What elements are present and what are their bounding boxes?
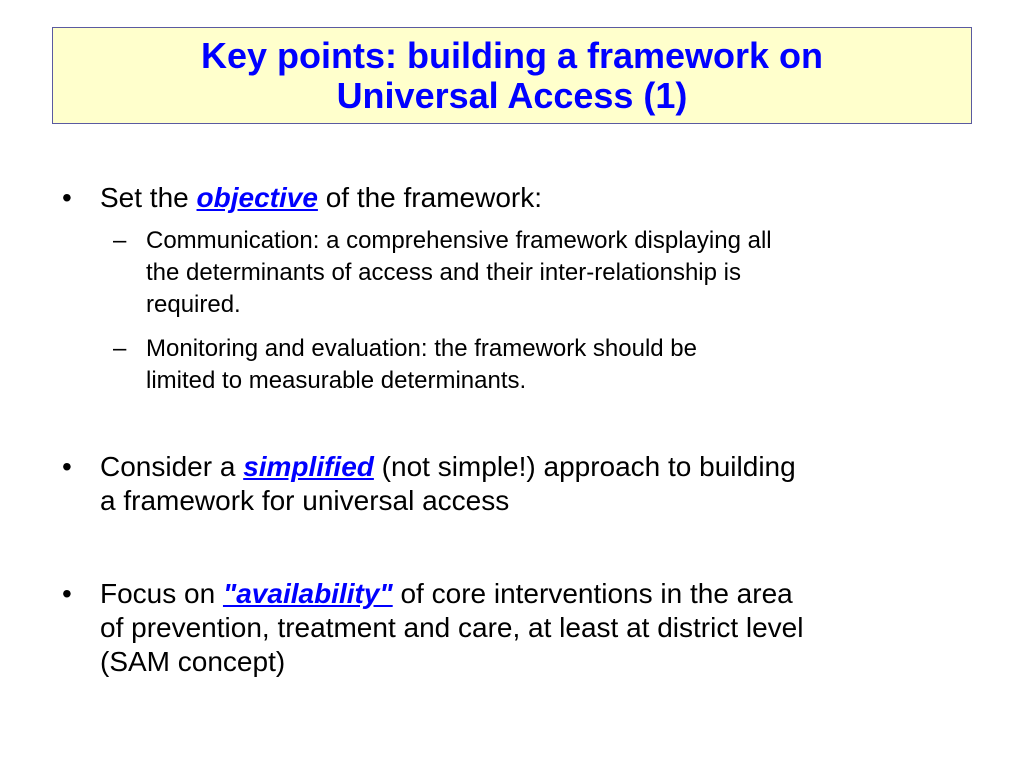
- bullet-suffix: (not simple!) approach to building: [381, 451, 796, 482]
- sub-item-line: Communication: a comprehensive framework displaying all: [146, 227, 772, 254]
- sub-item-line: Monitoring and evaluation: the framework should be: [146, 335, 697, 362]
- sub-item-line: required.: [146, 291, 241, 318]
- sub-item-monitoring: [146, 333, 697, 397]
- bullet-line: [100, 577, 803, 611]
- bullet-simplified: [100, 450, 796, 518]
- keyword-objective: objective: [196, 182, 318, 213]
- bullet-line: [100, 450, 796, 484]
- bullet-prefix: Consider a: [100, 451, 236, 482]
- bullet-line: (SAM concept): [100, 646, 286, 677]
- bullet-suffix: of core interventions in the area: [400, 578, 793, 609]
- bullet-marker: •: [62, 182, 72, 213]
- bullet-line: of prevention, treatment and care, at least at district level: [100, 612, 804, 643]
- slide-title-line-1: Key points: building a framework on: [200, 34, 824, 76]
- sub-bullet-marker: –: [113, 227, 127, 254]
- bullet-marker: •: [62, 578, 72, 609]
- bullet-prefix: Focus on: [100, 578, 216, 609]
- bullet-availability: [100, 577, 803, 679]
- bullet-prefix: Set the: [100, 182, 189, 213]
- bullet-marker: •: [62, 451, 72, 482]
- sub-bullet-marker: –: [113, 335, 127, 362]
- sub-item-communication: [146, 225, 772, 321]
- sub-item-line: the determinants of access and their inter-relationship is: [146, 259, 741, 286]
- keyword-simplified: simplified: [243, 451, 374, 482]
- keyword-availability: "availability": [222, 578, 393, 609]
- bullet-line: [100, 181, 542, 215]
- bullet-line: a framework for universal access: [100, 485, 510, 516]
- sub-item-line: limited to measurable determinants.: [146, 367, 527, 394]
- bullet-objective: [100, 181, 542, 215]
- bullet-suffix: of the framework:: [325, 182, 542, 213]
- slide-title-line-2: Universal Access (1): [336, 74, 688, 116]
